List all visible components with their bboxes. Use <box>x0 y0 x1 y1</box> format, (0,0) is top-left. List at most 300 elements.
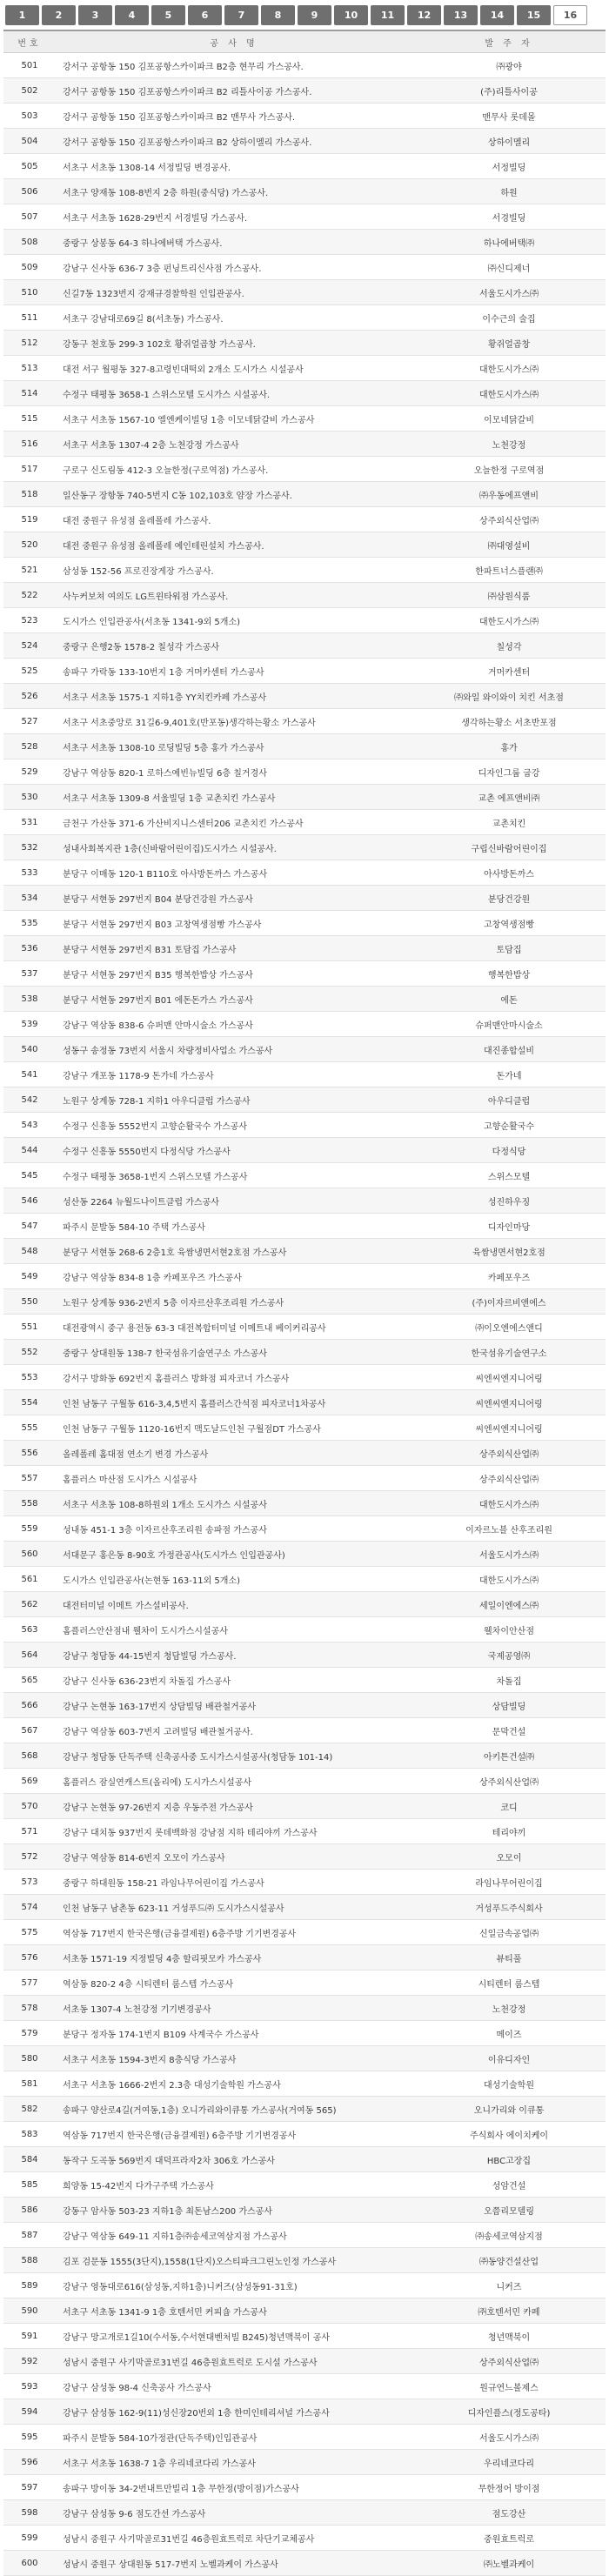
row-number: 575 <box>21 1927 38 1937</box>
table-row[interactable] <box>3 583 606 608</box>
row-number: 588 <box>21 2255 38 2265</box>
table-row[interactable] <box>3 1012 606 1037</box>
row-number: 545 <box>21 1170 38 1181</box>
project-name: 강남구 역삼동 834-8 1층 카페포우즈 가스공사 <box>63 1273 242 1283</box>
client-name: 국제공영㈜ <box>487 1651 531 1662</box>
table-row[interactable] <box>3 204 606 230</box>
table-row[interactable] <box>3 633 606 659</box>
project-name: 성내사회복지관 1층(신바람어린이집)도시가스 시설공사. <box>63 844 277 854</box>
client-name: 중원효트럭로 <box>484 2534 534 2545</box>
row-number: 504 <box>21 136 38 146</box>
client-name: 대한도시가스㈜ <box>479 1576 539 1586</box>
table-row[interactable] <box>3 482 606 507</box>
client-name: 점도강산 <box>492 2509 526 2519</box>
table-row[interactable] <box>3 507 606 532</box>
project-name: 올레폴레 홈대점 연소기 변경 가스공사 <box>63 1449 209 1460</box>
table-row[interactable] <box>3 936 606 961</box>
table-row[interactable] <box>3 2475 606 2500</box>
row-number: 600 <box>21 2558 38 2568</box>
project-name: 희양동 15-42번지 다가구주택 가스공사 <box>63 2181 214 2191</box>
project-name: 인천 남동구 구월동 1120-16번지 맥도날드인천 구월점DT 가스공사 <box>63 1424 321 1435</box>
client-name: 세일이엔에스㈜ <box>479 1601 539 1611</box>
table-row[interactable] <box>3 2551 606 2576</box>
row-number: 502 <box>21 85 38 96</box>
table-row[interactable] <box>3 1996 606 2021</box>
project-name: 강남구 삼성동 162-9(11)성신장20번외 1층 한미인테리셔널 가스공사 <box>63 2408 330 2419</box>
client-name: 돈가네 <box>496 1071 522 1081</box>
table-row[interactable] <box>3 1970 606 1996</box>
table-row[interactable] <box>3 1491 606 1516</box>
page-button-8[interactable]: 8 <box>261 5 295 25</box>
client-name: 씨엔씨엔지니어링 <box>475 1424 543 1435</box>
row-number: 557 <box>21 1473 38 1483</box>
table-row[interactable] <box>3 2122 606 2147</box>
project-name: 강서구 공항동 150 김포공항스카이파크 B2층 현무리 가스공사. <box>63 62 304 72</box>
page-button-9[interactable]: 9 <box>298 5 331 25</box>
project-name: 강서구 방화동 692번지 홈플러스 방화점 피자코너 가스공사 <box>63 1374 290 1384</box>
table-row[interactable] <box>3 255 606 280</box>
client-name: 이수근의 술집 <box>482 314 536 325</box>
page-button-13[interactable]: 13 <box>444 5 478 25</box>
client-name: 오니가리와 이큐통 <box>473 2105 545 2116</box>
page-button-7[interactable]: 7 <box>224 5 258 25</box>
row-number: 599 <box>21 2533 38 2543</box>
row-number: 535 <box>21 918 38 928</box>
table-row[interactable] <box>3 104 606 129</box>
row-number: 529 <box>21 766 38 777</box>
row-number: 525 <box>21 666 38 676</box>
row-number: 595 <box>21 2432 38 2442</box>
table-row[interactable] <box>3 1315 606 1340</box>
project-name: 서초구 서초동 1308-14 서정빌딩 변경공사. <box>63 163 231 173</box>
client-name: 차돌집 <box>496 1676 522 1687</box>
row-number: 579 <box>21 2028 38 2038</box>
table-row[interactable] <box>3 2223 606 2248</box>
project-name: 강남구 역삼동 838-6 슈퍼맨 안마시술소 가스공사 <box>63 1020 253 1031</box>
table-row[interactable] <box>3 1668 606 1693</box>
client-name: 씨엔씨엔지니어링 <box>475 1399 543 1409</box>
row-number: 521 <box>21 565 38 575</box>
row-number: 566 <box>21 1700 38 1710</box>
table-row[interactable] <box>3 1617 606 1643</box>
page-button-14[interactable]: 14 <box>480 5 514 25</box>
table-row[interactable] <box>3 2450 606 2475</box>
client-name: ㈜신디제너 <box>487 264 531 274</box>
project-name: 중랑구 상봉동 64-3 하나에버택 가스공사. <box>63 238 223 249</box>
client-name: ㈜대영설비 <box>487 541 531 552</box>
table-row[interactable] <box>3 961 606 987</box>
row-number: 596 <box>21 2457 38 2467</box>
client-name: 주식회사 에이치케이 <box>469 2131 549 2141</box>
row-number: 594 <box>21 2406 38 2417</box>
table-row[interactable] <box>3 1794 606 1819</box>
table-row[interactable] <box>3 987 606 1012</box>
table-row[interactable] <box>3 381 606 406</box>
table-row[interactable] <box>3 2526 606 2551</box>
project-name: 강남구 신사동 636-23번지 차돌집 가스공사 <box>63 1676 231 1687</box>
row-number: 553 <box>21 1372 38 1382</box>
table-row[interactable] <box>3 684 606 709</box>
client-name: 상주외식산업㈜ <box>479 2358 539 2368</box>
project-name: 수정구 신흥동 5552번지 고향순활국수 가스공사 <box>63 1121 248 1132</box>
table-row[interactable] <box>3 810 606 835</box>
client-name: 디자인마당 <box>487 1222 531 1233</box>
client-name: 대한도시가스㈜ <box>479 365 539 375</box>
client-name: 오늘한정 구로역점 <box>473 465 545 476</box>
table-row[interactable] <box>3 2172 606 2198</box>
table-row[interactable] <box>3 2374 606 2399</box>
table-row[interactable] <box>3 432 606 457</box>
table-row[interactable] <box>3 2248 606 2273</box>
project-name: 사누커보쳐 여의도 LG트윈타워점 가스공사. <box>63 592 229 602</box>
table-row[interactable] <box>3 1415 606 1441</box>
client-name: 디자인그룹 굽강 <box>478 768 540 779</box>
project-name: 인천 남동구 남촌동 623-11 거성푸드㈜ 도시가스시설공사 <box>63 1904 284 1914</box>
row-number: 533 <box>21 867 38 878</box>
table-row[interactable] <box>3 280 606 305</box>
client-name: 라임나무어린이집 <box>475 1878 543 1889</box>
row-number: 554 <box>21 1397 38 1408</box>
client-name: 상하이멜리 <box>487 137 531 148</box>
page-button-15[interactable]: 15 <box>517 5 551 25</box>
client-name: 행복한밥상 <box>487 970 531 980</box>
table-row[interactable] <box>3 1592 606 1617</box>
client-name: 토담집 <box>496 945 522 955</box>
project-name: 인천 남동구 구월동 616-3,4,5번지 홈플러스간석점 피자코너1차공사 <box>63 1399 326 1409</box>
table-row[interactable] <box>3 1062 606 1087</box>
project-name: 분당구 정자동 174-1번지 B109 사계국수 가스공사 <box>63 2030 259 2040</box>
project-name: 역삼동 820-2 4층 시티렌터 룸스텝 가스공사 <box>63 1979 234 1990</box>
table-row[interactable] <box>3 78 606 104</box>
header-number: 번호 <box>17 38 42 49</box>
project-name: 성남시 중원구 상대원동 517-7번지 노벨과케이 가스공사 <box>63 2559 278 2570</box>
row-number: 568 <box>21 1750 38 1761</box>
table-row[interactable] <box>3 1188 606 1214</box>
table-row[interactable] <box>3 659 606 684</box>
row-number: 569 <box>21 1776 38 1786</box>
table-row[interactable] <box>3 1819 606 1844</box>
client-name: 씨엔씨엔지니어링 <box>475 1374 543 1384</box>
project-name: 도시가스 인입관공사(서초동 1341-9외 5개소) <box>63 617 241 627</box>
row-number: 582 <box>21 2104 38 2114</box>
table-header <box>3 31 606 53</box>
table-row[interactable] <box>3 1264 606 1289</box>
project-name: 서초구 서초중앙로 31길6-9,401호(반포동)생각하는황소 가스공사 <box>63 718 316 728</box>
table-row[interactable] <box>3 305 606 331</box>
page-button-16[interactable]: 16 <box>553 5 587 25</box>
row-number: 573 <box>21 1877 38 1887</box>
client-name: ㈜동양건설산업 <box>479 2257 539 2267</box>
table-row[interactable] <box>3 1945 606 1970</box>
project-name: 서초구 서초동 1638-7 1층 우리네코다리 가스공사 <box>63 2459 256 2469</box>
table-row[interactable] <box>3 406 606 432</box>
table-row[interactable] <box>3 734 606 759</box>
row-number: 559 <box>21 1523 38 1534</box>
page-button-4[interactable]: 4 <box>115 5 149 25</box>
project-name: 송파구 방이동 34-2번내트만빌리 1층 무한정(방이점)가스공사 <box>63 2484 299 2494</box>
table-row[interactable] <box>3 886 606 911</box>
project-name: 강남구 역삼동 603-7번지 고려빌딩 배관철거공사. <box>63 1727 253 1737</box>
project-name: 분당구 이매동 120-1 B110호 아사방돈까스 가스공사 <box>63 869 268 880</box>
row-number: 531 <box>21 817 38 827</box>
row-number: 526 <box>21 691 38 701</box>
project-name: 중랑구 하대원동 158-21 라임나무어린이집 가스공사 <box>63 1878 264 1889</box>
table-row[interactable] <box>3 53 606 78</box>
project-name: 강남구 신사동 636-7 3층 펀닝트리신사점 가스공사. <box>63 264 262 274</box>
table-row[interactable] <box>3 1390 606 1415</box>
table-row[interactable] <box>3 1718 606 1743</box>
client-name: 대한도시가스㈜ <box>479 1500 539 1510</box>
table-row[interactable] <box>3 1542 606 1567</box>
client-name: 대성기술학원 <box>484 2080 534 2091</box>
table-row[interactable] <box>3 2097 606 2122</box>
table-row[interactable] <box>3 1567 606 1592</box>
project-name: 서초구 서초동 1666-2번지 2.3층 대성기술학원 가스공사 <box>63 2080 281 2091</box>
table-row[interactable] <box>3 356 606 381</box>
row-number: 518 <box>21 489 38 499</box>
page-button-3[interactable]: 3 <box>78 5 112 25</box>
project-name: 강남구 망고개로1길10(수서동,수서현대벤처빌 B245)청년맥북이 공사 <box>63 2332 331 2343</box>
table-row[interactable] <box>3 2273 606 2298</box>
project-name: 중랑구 은행2동 1578-2 칠성각 가스공사 <box>63 642 220 652</box>
client-name: 노천강정 <box>492 2004 526 2015</box>
project-name: 송파구 가락동 133-10번지 1층 거머카센터 가스공사 <box>63 667 264 678</box>
table-row[interactable] <box>3 2425 606 2450</box>
table-row[interactable] <box>3 860 606 886</box>
table-row[interactable] <box>3 1516 606 1542</box>
project-name: 송파구 양산로4길(거여동,1층) 오니가리와이큐통 가스공사(거여동 565) <box>63 2105 337 2116</box>
row-number: 546 <box>21 1195 38 1206</box>
project-name: 홈플러스 마산점 도시가스 시설공사 <box>63 1475 197 1485</box>
construction-list <box>3 30 606 2576</box>
table-row[interactable] <box>3 709 606 734</box>
row-number: 592 <box>21 2356 38 2366</box>
row-number: 517 <box>21 464 38 474</box>
table-row[interactable] <box>3 2046 606 2071</box>
table-row[interactable] <box>3 1087 606 1113</box>
table-row[interactable] <box>3 1743 606 1769</box>
project-name: 노원구 상계동 728-1 지하1 아우디클럽 가스공사 <box>63 1096 251 1107</box>
row-number: 528 <box>21 741 38 752</box>
client-name: 성진하우징 <box>487 1197 531 1208</box>
client-name: 서울도시가스㈜ <box>479 1550 539 1561</box>
table-row[interactable] <box>3 179 606 204</box>
table-row[interactable] <box>3 2500 606 2526</box>
project-name: 서초구 서초동 1307-4 2층 노천강정 가스공사 <box>63 440 239 451</box>
row-number: 541 <box>21 1069 38 1080</box>
client-name: 거성푸드주식회사 <box>475 1904 543 1914</box>
project-name: 서초구 서초동 1341-9 1층 호텐서민 커피숍 가스공사 <box>63 2307 267 2318</box>
table-row[interactable] <box>3 2399 606 2425</box>
project-name: 대전광역시 중구 용전동 63-3 대전복합터미널 이메트내 베이커리공사 <box>63 1323 326 1334</box>
table-row[interactable] <box>3 2021 606 2046</box>
row-number: 532 <box>21 842 38 853</box>
client-name: 상주외식산업㈜ <box>479 1777 539 1788</box>
client-name: 서정빌딩 <box>492 163 526 173</box>
table-row[interactable] <box>3 1289 606 1315</box>
project-name: 수정구 태평동 3658-1번지 스위스모텔 가스공사 <box>63 1172 248 1182</box>
page-button-6[interactable]: 6 <box>188 5 222 25</box>
page-button-2[interactable]: 2 <box>42 5 76 25</box>
row-number: 548 <box>21 1246 38 1256</box>
page-button-11[interactable]: 11 <box>371 5 405 25</box>
table-row[interactable] <box>3 2198 606 2223</box>
client-name: 아키튼건설㈜ <box>483 1752 535 1763</box>
project-name: 강남구 삼성동 9-6 점도간선 가스공사 <box>63 2509 206 2519</box>
row-number: 572 <box>21 1851 38 1862</box>
project-name: 홈플러스 잠실연캐스트(올리에) 도시가스시설공사 <box>63 1777 252 1788</box>
row-number: 540 <box>21 1044 38 1054</box>
client-name: 니커즈 <box>496 2282 522 2292</box>
page-button-12[interactable]: 12 <box>407 5 441 25</box>
project-name: 수정구 신흥동 5550번지 다정식당 가스공사 <box>63 1147 231 1157</box>
client-name: 무한정어 방이점 <box>478 2484 540 2494</box>
client-name: 맨무사 롯데몰 <box>482 112 536 123</box>
row-number: 542 <box>21 1094 38 1105</box>
client-name: ㈜노벨과케이 <box>483 2559 535 2570</box>
table-row[interactable] <box>3 2349 606 2374</box>
client-name: (주)이자르비앤에스 <box>472 1298 546 1308</box>
project-name: 수정구 태평동 3658-1 스위스모텔 도시가스 시설공사. <box>63 390 271 400</box>
client-name: 서경빌딩 <box>492 213 526 224</box>
table-row[interactable] <box>3 230 606 255</box>
row-number: 524 <box>21 640 38 651</box>
table-row[interactable] <box>3 1693 606 1718</box>
table-row[interactable] <box>3 1365 606 1390</box>
row-number: 549 <box>21 1271 38 1281</box>
project-name: 홈플러스안산점내 웰차이 도시가스시설공사 <box>63 1626 228 1636</box>
client-name: 칠성각 <box>496 642 522 652</box>
client-name: 에돈 <box>500 995 518 1006</box>
table-row[interactable] <box>3 457 606 482</box>
client-name: 문막건설 <box>492 1727 526 1737</box>
table-row[interactable] <box>3 1466 606 1491</box>
table-row[interactable] <box>3 1113 606 1138</box>
project-name: 도시가스 인입관공사(논현동 163-11외 5개소) <box>63 1576 241 1586</box>
table-row[interactable] <box>3 154 606 179</box>
project-name: 분당구 서현동 297번지 B31 토담집 가스공사 <box>63 945 237 955</box>
row-number: 513 <box>21 363 38 373</box>
project-name: 강남구 논현동 97-26번지 지층 우동주전 가스공사 <box>63 1803 253 1813</box>
table-row[interactable] <box>3 2147 606 2172</box>
page-button-10[interactable]: 10 <box>334 5 368 25</box>
client-name: 하원 <box>500 188 518 198</box>
client-name: ㈜호텐서민 카페 <box>478 2307 540 2318</box>
table-row[interactable] <box>3 1643 606 1668</box>
row-number: 563 <box>21 1624 38 1635</box>
client-name: 우리네코다리 <box>484 2459 534 2469</box>
client-name: 서울도시가스㈜ <box>479 2433 539 2444</box>
client-name: 원규연느볼제스 <box>479 2383 539 2393</box>
client-name: 구립신바람어린이집 <box>471 844 547 854</box>
table-row[interactable] <box>3 1214 606 1239</box>
table-row[interactable] <box>3 2298 606 2324</box>
table-row[interactable] <box>3 785 606 810</box>
table-row[interactable] <box>3 911 606 936</box>
row-number: 547 <box>21 1221 38 1231</box>
client-name: 오모이 <box>496 1853 522 1863</box>
row-number: 562 <box>21 1599 38 1609</box>
row-number: 501 <box>21 60 38 70</box>
table-row[interactable] <box>3 759 606 785</box>
project-name: 일산동구 장항동 740-5번지 C동 102,103호 얌장 가스공사. <box>63 491 292 501</box>
row-number: 510 <box>21 287 38 298</box>
project-name: 강동구 천호동 299-3 102호 황쥐얼곱창 가스공사. <box>63 339 256 350</box>
row-number: 577 <box>21 1977 38 1988</box>
table-body <box>3 53 606 2576</box>
client-name: 교촌 에프앤비㈜ <box>478 793 540 804</box>
table-row[interactable] <box>3 1769 606 1794</box>
row-number: 555 <box>21 1422 38 1433</box>
row-number: 583 <box>21 2129 38 2139</box>
table-row[interactable] <box>3 532 606 558</box>
row-number: 589 <box>21 2280 38 2291</box>
client-name: (주)리틀사이공 <box>480 87 538 97</box>
client-name: 황쥐얼곱창 <box>487 339 531 350</box>
project-name: 김포 검문동 1555(3단지),1558(1단지)오스티파크그린노인정 가스공사 <box>63 2257 337 2267</box>
row-number: 523 <box>21 615 38 626</box>
page-button-1[interactable]: 1 <box>5 5 39 25</box>
project-name: 강남구 청담동 단독주택 신축공사중 도시가스시설공사(청담동 101-14) <box>63 1752 333 1763</box>
row-number: 581 <box>21 2078 38 2089</box>
table-row[interactable] <box>3 1138 606 1163</box>
client-name: 분당건강원 <box>487 894 531 905</box>
client-name: 고향순활국수 <box>484 1121 534 1132</box>
project-name: 파주시 문발동 584-10가정관(단독주택)인입관공사 <box>63 2433 258 2444</box>
project-name: 강서구 공항동 150 김포공항스카이파크 B2 리틀사이공 가스공사. <box>63 87 312 97</box>
project-name: 중랑구 상대원동 138-7 한국섬유기술연구소 가스공사 <box>63 1348 267 1359</box>
table-row[interactable] <box>3 1441 606 1466</box>
row-number: 538 <box>21 994 38 1004</box>
table-row[interactable] <box>3 1844 606 1870</box>
table-row[interactable] <box>3 2324 606 2349</box>
client-name: 한국섬유기술연구소 <box>471 1348 547 1359</box>
row-number: 560 <box>21 1549 38 1559</box>
table-row[interactable] <box>3 835 606 860</box>
header-project-name: 공 사 명 <box>210 38 258 49</box>
page-button-5[interactable]: 5 <box>151 5 185 25</box>
project-name: 서초구 서초동 1567-10 엘엔케이빌딩 1층 이모네닭갈비 가스공사 <box>63 415 315 425</box>
table-row[interactable] <box>3 331 606 356</box>
table-row[interactable] <box>3 1340 606 1365</box>
table-row[interactable] <box>3 1920 606 1945</box>
table-row[interactable] <box>3 2071 606 2097</box>
row-number: 515 <box>21 413 38 424</box>
client-name: 뷰티풀 <box>496 1954 522 1964</box>
project-name: 강남구 청담동 44-15번지 청담빌딩 가스공사. <box>63 1651 237 1662</box>
table-row[interactable] <box>3 1239 606 1264</box>
table-row[interactable] <box>3 558 606 583</box>
row-number: 530 <box>21 792 38 802</box>
table-row[interactable] <box>3 1163 606 1188</box>
project-name: 성남시 중원구 사기막골로31번길 46층원효트럭로 도시설 가스공사 <box>63 2358 318 2368</box>
table-row[interactable] <box>3 1895 606 1920</box>
row-number: 567 <box>21 1725 38 1736</box>
table-row[interactable] <box>3 129 606 154</box>
project-name: 강서구 공항동 150 김포공항스카이파크 B2 맨무사 가스공사. <box>63 112 296 123</box>
project-name: 분당구 서현동 297번지 B04 분당건강원 가스공사 <box>63 894 253 905</box>
row-number: 508 <box>21 237 38 247</box>
table-row[interactable] <box>3 608 606 633</box>
table-row[interactable] <box>3 1870 606 1895</box>
project-name: 역삼동 717번지 한국은행(금융결제원) 6층주방 기기변경공사 <box>63 1929 297 1939</box>
row-number: 507 <box>21 211 38 222</box>
project-name: 대전 중원구 유성점 올레폴레 가스공사. <box>63 516 211 526</box>
row-number: 519 <box>21 514 38 525</box>
table-row[interactable] <box>3 1037 606 1062</box>
row-number: 534 <box>21 893 38 903</box>
row-number: 580 <box>21 2053 38 2064</box>
